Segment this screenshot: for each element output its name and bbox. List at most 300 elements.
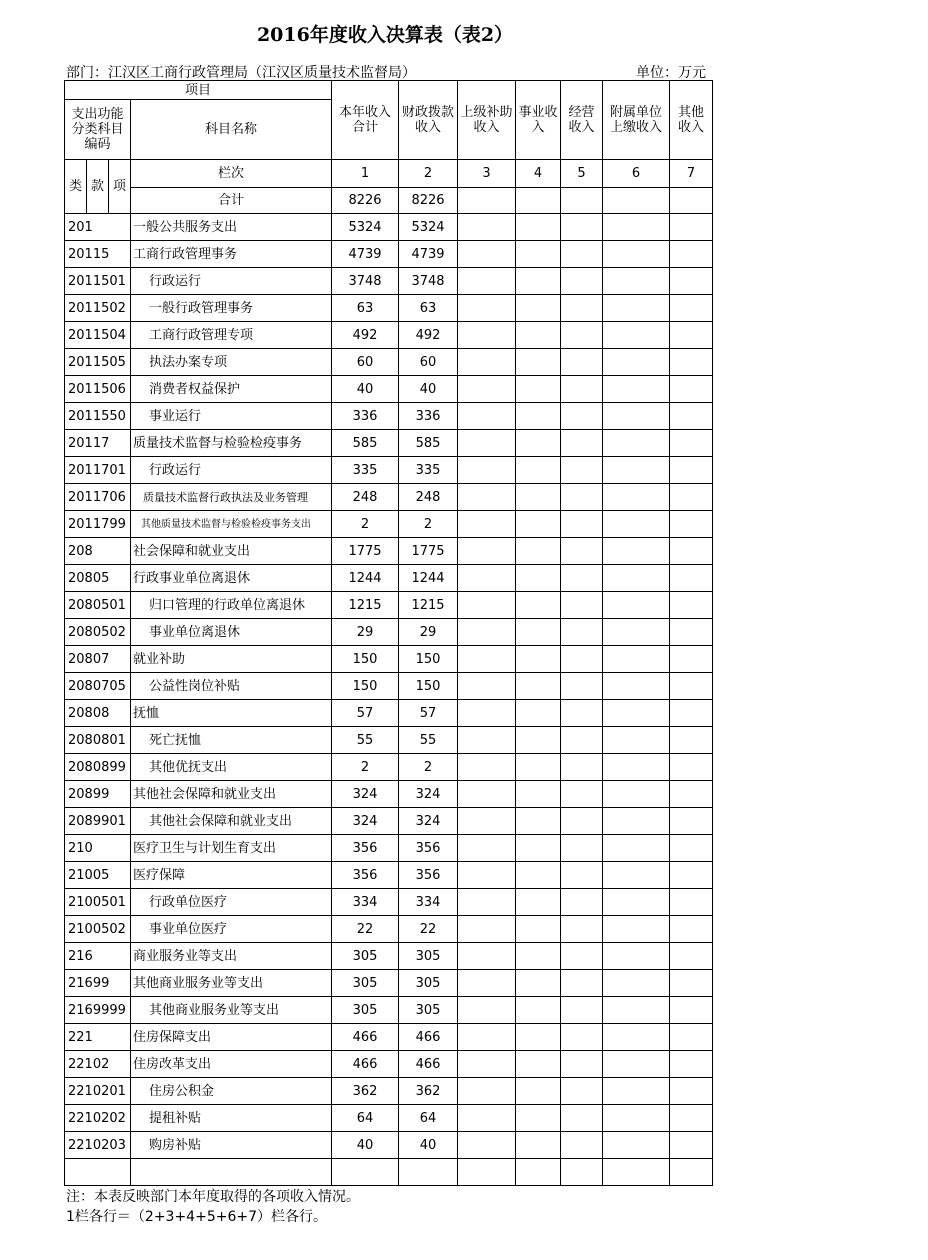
header-func-code: 支出功能分类科目编码: [65, 100, 131, 160]
table-row: [65, 1105, 713, 1132]
empty-cell: [603, 484, 670, 511]
table-row: [65, 916, 713, 943]
row-value-1: 356: [332, 862, 399, 889]
table-row: [65, 1132, 713, 1159]
empty-cell: [603, 1051, 670, 1078]
row-value-2: 40: [399, 376, 458, 403]
empty-cell: [516, 1105, 561, 1132]
row-code: 2080501: [65, 592, 131, 619]
row-name: 事业运行: [131, 403, 332, 430]
table-row: [65, 565, 713, 592]
empty-cell: [561, 781, 603, 808]
empty-cell: [603, 781, 670, 808]
empty-cell: [399, 1159, 458, 1186]
row-code: 2011799: [65, 511, 131, 538]
table-row: [65, 700, 713, 727]
row-name: 住房保障支出: [131, 1024, 332, 1051]
empty-cell: [670, 349, 713, 376]
empty-cell: [458, 1024, 516, 1051]
empty-cell: [458, 592, 516, 619]
empty-cell: [670, 997, 713, 1024]
row-name: 一般行政管理事务: [131, 295, 332, 322]
empty-cell: [458, 700, 516, 727]
row-value-2: 362: [399, 1078, 458, 1105]
row-value-2: 2: [399, 754, 458, 781]
empty-cell: [603, 403, 670, 430]
row-name: 事业单位医疗: [131, 916, 332, 943]
empty-cell: [603, 430, 670, 457]
header-col-total: 本年收入合计: [332, 81, 399, 160]
row-value-1: 150: [332, 673, 399, 700]
empty-cell: [603, 1105, 670, 1132]
empty-cell: [458, 889, 516, 916]
empty-cell: [561, 241, 603, 268]
header-col-other: 其他收入: [670, 81, 713, 160]
table-row: [65, 862, 713, 889]
table-row: [65, 835, 713, 862]
empty-cell: [561, 943, 603, 970]
table-row: [65, 268, 713, 295]
empty-cell: [561, 484, 603, 511]
row-value-1: 334: [332, 889, 399, 916]
empty-cell: [670, 403, 713, 430]
table-row: [65, 214, 713, 241]
row-name: 其他商业服务业等支出: [131, 997, 332, 1024]
row-value-2: 4739: [399, 241, 458, 268]
table-row: [65, 511, 713, 538]
row-code: 221: [65, 1024, 131, 1051]
row-code: 2210201: [65, 1078, 131, 1105]
table-row: [65, 673, 713, 700]
empty-cell: [458, 835, 516, 862]
notes: [66, 1187, 360, 1227]
row-name: 行政运行: [131, 457, 332, 484]
empty-cell: [603, 673, 670, 700]
empty-cell: [561, 592, 603, 619]
empty-cell: [603, 619, 670, 646]
empty-cell: [561, 268, 603, 295]
empty-cell: [670, 700, 713, 727]
empty-cell: [561, 916, 603, 943]
empty-cell: [603, 754, 670, 781]
row-code: 20115: [65, 241, 131, 268]
row-name: 抚恤: [131, 700, 332, 727]
empty-cell: [603, 511, 670, 538]
empty-cell: [561, 700, 603, 727]
row-name: 商业服务业等支出: [131, 943, 332, 970]
empty-cell: [670, 646, 713, 673]
row-code: 21005: [65, 862, 131, 889]
empty-cell: [458, 997, 516, 1024]
empty-cell: [670, 295, 713, 322]
empty-cell: [516, 430, 561, 457]
row-name: 其他质量技术监督与检验检疫事务支出: [131, 511, 332, 538]
empty-cell: [516, 1024, 561, 1051]
row-value-2: 150: [399, 673, 458, 700]
header-col-superior: 上级补助收入: [458, 81, 516, 160]
empty-cell: [516, 349, 561, 376]
empty-cell: [561, 1105, 603, 1132]
note-line: 1栏各行＝（2+3+4+5+6+7）栏各行。: [66, 1209, 328, 1225]
empty-cell: [516, 646, 561, 673]
row-code: 22102: [65, 1051, 131, 1078]
row-value-2: 5324: [399, 214, 458, 241]
empty-cell: [458, 430, 516, 457]
row-value-2: 585: [399, 430, 458, 457]
row-code: 2011502: [65, 295, 131, 322]
row-value-2: 150: [399, 646, 458, 673]
row-value-2: 1775: [399, 538, 458, 565]
row-name: 行政单位医疗: [131, 889, 332, 916]
row-name: 质量技术监督行政执法及业务管理: [131, 484, 332, 511]
income-table: [64, 80, 713, 1186]
table-row: [65, 727, 713, 754]
row-value-1: 305: [332, 943, 399, 970]
row-value-2: 3748: [399, 268, 458, 295]
row-code: 2011550: [65, 403, 131, 430]
row-name: 医疗保障: [131, 862, 332, 889]
empty-cell: [603, 322, 670, 349]
empty-cell: [603, 376, 670, 403]
row-value-2: 55: [399, 727, 458, 754]
empty-cell: [516, 754, 561, 781]
empty-cell: [561, 997, 603, 1024]
empty-cell: [670, 565, 713, 592]
header-lei: 类: [65, 160, 87, 214]
empty-cell: [670, 943, 713, 970]
empty-cell: [603, 1132, 670, 1159]
empty-cell: [516, 538, 561, 565]
row-value-2: 305: [399, 997, 458, 1024]
empty-cell: [516, 916, 561, 943]
empty-cell: [603, 565, 670, 592]
table-row-blank: [65, 1159, 713, 1186]
table-row: [65, 754, 713, 781]
row-name: 行政事业单位离退休: [131, 565, 332, 592]
lanci-num: 3: [458, 160, 516, 188]
header-col-affiliated: 附属单位上缴收入: [603, 81, 670, 160]
empty-cell: [458, 538, 516, 565]
row-code: 2011701: [65, 457, 131, 484]
header-subject-name: 科目名称: [131, 100, 332, 160]
table-row: [65, 484, 713, 511]
empty-cell: [603, 295, 670, 322]
empty-cell: [561, 862, 603, 889]
empty-cell: [670, 1159, 713, 1186]
empty-cell: [458, 916, 516, 943]
lanci-num: 7: [670, 160, 713, 188]
row-value-2: 29: [399, 619, 458, 646]
row-name: 住房改革支出: [131, 1051, 332, 1078]
row-value-1: 362: [332, 1078, 399, 1105]
row-code: 2210203: [65, 1132, 131, 1159]
lanci-num: 1: [332, 160, 399, 188]
table-row: [65, 781, 713, 808]
empty-cell: [603, 349, 670, 376]
empty-cell: [561, 970, 603, 997]
empty-cell: [516, 295, 561, 322]
empty-cell: [561, 673, 603, 700]
empty-cell: [603, 188, 670, 214]
row-value-2: 324: [399, 781, 458, 808]
row-code: 2011504: [65, 322, 131, 349]
empty-cell: [332, 1159, 399, 1186]
row-code: 2011505: [65, 349, 131, 376]
empty-cell: [561, 808, 603, 835]
empty-cell: [603, 268, 670, 295]
row-code: 2100501: [65, 889, 131, 916]
empty-cell: [458, 1159, 516, 1186]
empty-cell: [561, 646, 603, 673]
row-value-1: 63: [332, 295, 399, 322]
empty-cell: [516, 565, 561, 592]
row-code: 2080801: [65, 727, 131, 754]
row-code: 20117: [65, 430, 131, 457]
row-value-2: 466: [399, 1051, 458, 1078]
lanci-num: 6: [603, 160, 670, 188]
row-code: 2011506: [65, 376, 131, 403]
row-code: 2100502: [65, 916, 131, 943]
header-kuan: 款: [87, 160, 109, 214]
table-row: [65, 403, 713, 430]
row-code: 2011706: [65, 484, 131, 511]
row-name: 执法办案专项: [131, 349, 332, 376]
empty-cell: [458, 295, 516, 322]
row-code: 20807: [65, 646, 131, 673]
empty-cell: [603, 646, 670, 673]
row-value-2: 305: [399, 943, 458, 970]
row-value-1: 335: [332, 457, 399, 484]
empty-cell: [458, 1078, 516, 1105]
empty-cell: [458, 970, 516, 997]
empty-cell: [561, 295, 603, 322]
empty-cell: [458, 862, 516, 889]
row-name: 就业补助: [131, 646, 332, 673]
row-value-2: 324: [399, 808, 458, 835]
row-code: 216: [65, 943, 131, 970]
empty-cell: [516, 1159, 561, 1186]
empty-cell: [516, 619, 561, 646]
empty-cell: [670, 916, 713, 943]
row-value-1: 248: [332, 484, 399, 511]
table-row: [65, 376, 713, 403]
total-value-2: 8226: [399, 188, 458, 214]
empty-cell: [603, 970, 670, 997]
row-value-1: 336: [332, 403, 399, 430]
empty-cell: [603, 943, 670, 970]
row-value-2: 57: [399, 700, 458, 727]
empty-cell: [603, 538, 670, 565]
empty-cell: [603, 700, 670, 727]
row-value-1: 1775: [332, 538, 399, 565]
empty-cell: [670, 322, 713, 349]
row-name: 提租补贴: [131, 1105, 332, 1132]
row-value-1: 305: [332, 997, 399, 1024]
empty-cell: [603, 889, 670, 916]
empty-cell: [670, 484, 713, 511]
table-row: [65, 457, 713, 484]
empty-cell: [670, 835, 713, 862]
empty-cell: [670, 673, 713, 700]
empty-cell: [670, 538, 713, 565]
row-code: 2080705: [65, 673, 131, 700]
row-name: 行政运行: [131, 268, 332, 295]
empty-cell: [516, 970, 561, 997]
empty-cell: [516, 673, 561, 700]
row-value-2: 1215: [399, 592, 458, 619]
empty-cell: [670, 214, 713, 241]
empty-cell: [458, 322, 516, 349]
empty-cell: [603, 457, 670, 484]
empty-cell: [561, 1159, 603, 1186]
empty-cell: [458, 457, 516, 484]
empty-cell: [516, 808, 561, 835]
row-code: 20808: [65, 700, 131, 727]
empty-cell: [670, 781, 713, 808]
row-code: 208: [65, 538, 131, 565]
row-name: 死亡抚恤: [131, 727, 332, 754]
empty-cell: [458, 214, 516, 241]
empty-cell: [670, 1132, 713, 1159]
row-code: 2080899: [65, 754, 131, 781]
row-value-2: 40: [399, 1132, 458, 1159]
table-row: [65, 943, 713, 970]
empty-cell: [458, 646, 516, 673]
row-code: 2089901: [65, 808, 131, 835]
empty-cell: [670, 754, 713, 781]
empty-cell: [516, 376, 561, 403]
empty-cell: [561, 1132, 603, 1159]
empty-cell: [603, 835, 670, 862]
table-row: [65, 1024, 713, 1051]
empty-cell: [561, 754, 603, 781]
empty-cell: [670, 511, 713, 538]
empty-cell: [603, 862, 670, 889]
row-name: 医疗卫生与计划生育支出: [131, 835, 332, 862]
row-name: 事业单位离退休: [131, 619, 332, 646]
empty-cell: [516, 511, 561, 538]
row-name: 住房公积金: [131, 1078, 332, 1105]
empty-cell: [561, 1051, 603, 1078]
row-value-1: 1215: [332, 592, 399, 619]
empty-cell: [458, 349, 516, 376]
empty-cell: [603, 916, 670, 943]
row-value-1: 5324: [332, 214, 399, 241]
table-row: [65, 430, 713, 457]
empty-cell: [458, 1132, 516, 1159]
row-value-2: 2: [399, 511, 458, 538]
empty-cell: [458, 241, 516, 268]
empty-cell: [561, 727, 603, 754]
empty-cell: [458, 376, 516, 403]
empty-cell: [603, 214, 670, 241]
row-value-1: 585: [332, 430, 399, 457]
row-value-2: 336: [399, 403, 458, 430]
header-col-operating: 经营收入: [561, 81, 603, 160]
row-value-2: 63: [399, 295, 458, 322]
row-value-1: 22: [332, 916, 399, 943]
row-value-2: 466: [399, 1024, 458, 1051]
row-value-1: 2: [332, 511, 399, 538]
note-line: 注：本表反映部门本年度取得的各项收入情况。: [66, 1189, 360, 1205]
empty-cell: [670, 970, 713, 997]
row-code: 201: [65, 214, 131, 241]
empty-cell: [561, 430, 603, 457]
row-value-1: 60: [332, 349, 399, 376]
empty-cell: [561, 889, 603, 916]
empty-cell: [458, 673, 516, 700]
row-value-1: 64: [332, 1105, 399, 1132]
row-code: 20805: [65, 565, 131, 592]
empty-cell: [561, 403, 603, 430]
row-value-1: 2: [332, 754, 399, 781]
empty-cell: [516, 403, 561, 430]
empty-cell: [670, 619, 713, 646]
table-row: [65, 322, 713, 349]
empty-cell: [603, 1159, 670, 1186]
empty-cell: [458, 808, 516, 835]
empty-cell: [516, 457, 561, 484]
empty-cell: [458, 943, 516, 970]
row-value-1: 324: [332, 781, 399, 808]
row-value-2: 22: [399, 916, 458, 943]
empty-cell: [670, 862, 713, 889]
total-label: 合计: [131, 188, 332, 214]
empty-cell: [131, 1159, 332, 1186]
table-row: [65, 592, 713, 619]
empty-cell: [670, 376, 713, 403]
empty-cell: [670, 1024, 713, 1051]
empty-cell: [516, 592, 561, 619]
table-row: [65, 889, 713, 916]
row-value-2: 335: [399, 457, 458, 484]
table-row: [65, 349, 713, 376]
row-value-1: 356: [332, 835, 399, 862]
empty-cell: [561, 214, 603, 241]
empty-cell: [561, 349, 603, 376]
empty-cell: [458, 188, 516, 214]
empty-cell: [516, 943, 561, 970]
row-value-1: 466: [332, 1024, 399, 1051]
row-name: 其他社会保障和就业支出: [131, 781, 332, 808]
empty-cell: [516, 727, 561, 754]
row-value-1: 29: [332, 619, 399, 646]
row-value-1: 492: [332, 322, 399, 349]
row-value-1: 150: [332, 646, 399, 673]
row-value-2: 356: [399, 835, 458, 862]
row-value-1: 57: [332, 700, 399, 727]
table-row: [65, 1078, 713, 1105]
empty-cell: [670, 808, 713, 835]
header-col-fiscal: 财政拨款收入: [399, 81, 458, 160]
row-name: 一般公共服务支出: [131, 214, 332, 241]
empty-cell: [561, 619, 603, 646]
empty-cell: [670, 592, 713, 619]
row-value-1: 4739: [332, 241, 399, 268]
row-code: 2169999: [65, 997, 131, 1024]
table-row: [65, 997, 713, 1024]
row-name: 其他商业服务业等支出: [131, 970, 332, 997]
row-value-1: 1244: [332, 565, 399, 592]
row-value-1: 40: [332, 376, 399, 403]
empty-cell: [458, 511, 516, 538]
empty-cell: [561, 538, 603, 565]
empty-cell: [603, 241, 670, 268]
empty-cell: [670, 1051, 713, 1078]
empty-cell: [458, 754, 516, 781]
row-code: 2080502: [65, 619, 131, 646]
row-value-2: 1244: [399, 565, 458, 592]
